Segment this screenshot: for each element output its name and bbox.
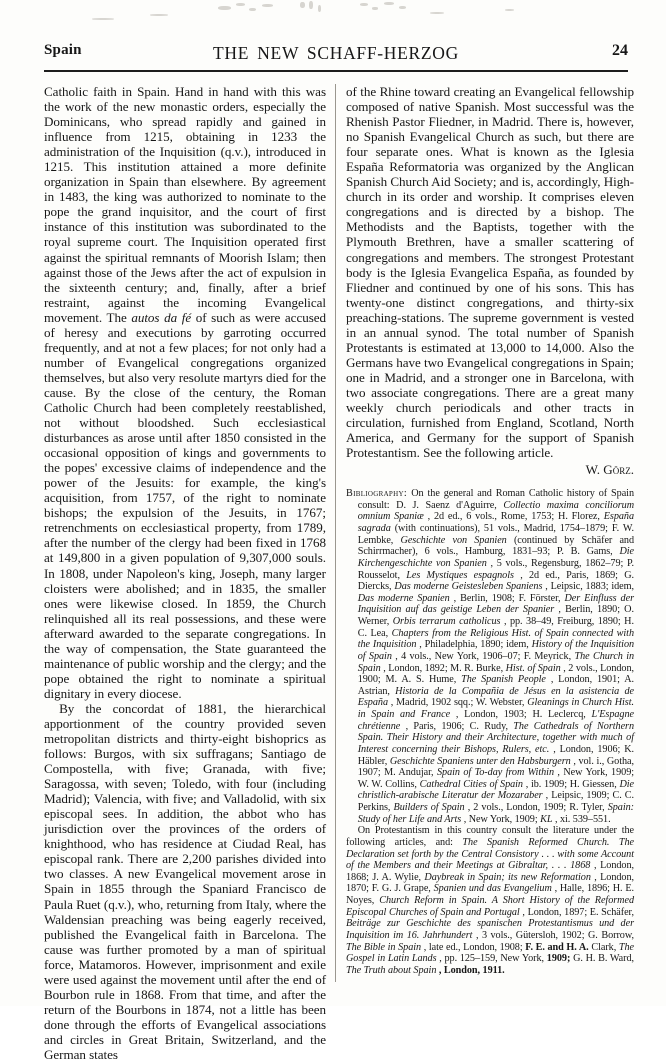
work-title: L'Espagne chrétienne <box>357 709 634 732</box>
right-column <box>346 84 634 1000</box>
work-title: Geschichte Spaniens unter den Habsburgern <box>389 755 571 767</box>
bibliography-label: Bibliography: <box>346 488 412 500</box>
emphasised-text: F. E. and H. A. <box>525 941 589 953</box>
work-title: Spain: Study of her Life and Arts <box>357 802 635 825</box>
work-title: España sagrada <box>357 511 634 535</box>
page-number: 24 <box>612 42 628 59</box>
work-title: Das moderne Geistesleben Spaniens <box>394 581 543 593</box>
work-title: Geschichte von Spanien <box>400 534 507 546</box>
work-title: The Spanish People <box>461 674 546 686</box>
work-title: The Truth about Spain <box>346 964 437 976</box>
work-title: Der Einfluss der Inquisition auf das geistige Leben der Spanier <box>357 592 634 616</box>
work-title: KL <box>540 813 553 825</box>
work-title: The Gospel in Latin Lands <box>346 941 634 965</box>
emphasised-text: 1909; <box>546 953 571 965</box>
work-title: Cathedral Cities of Spain <box>419 778 523 790</box>
work-title: Spanien und das Evangelium <box>433 883 552 895</box>
emphasised-text: , London, 1911. <box>438 964 505 976</box>
paragraph: of the Rhine toward creating an Evangelical fellowship composed of native Spanish. Most successful was the Rhenish Pastor Fliedner, in Madrid. There is, however, no Spanish Evangelical Church as such, but there are four separate ones. What is known as the Iglesia España Reformatoria was organized by the Anglican Spanish Church Aid Society; and is, accordingly, High-church in its order and worship. It comprises eleven congregations and is directed by a bishop. The Methodists and the Baptists, together with the Plymouth Brethren, have a smaller scattering of congregations and members. The strongest Protestant body is the Iglesia Evangelica España, as founded by Fliedner and continued by one of his sons. This has twenty-one distinct congregations, and thirty-six preaching-stations. The supreme government is vested in an annual synod. The total number of Spanish Protestants is estimated at 13,000 to 14,000. Also the Germans have two Evangelical congregations in Spain; one in Madrid, and a stronger one in Barcelona, with two associate congregations. There are a great many weekly church periodicals and other tracts in circulation, furnished from England, Scotland, North America, and Germany for the support of Spanish Protestantism. See the following article. <box>346 84 634 461</box>
work-title: The Bible in Spain <box>346 941 422 953</box>
work-title: Church Reform in Spain. A Short History of the Reformed Episcopal Churches of Spain and Portugal <box>346 895 634 918</box>
work-title: The Cathedrals of Northern Spain. Their History and their Architecture, together with much of Interest concerning their Bishops, Rulers, etc. <box>357 720 635 755</box>
work-title: History of the Inquisition of Spain <box>357 639 635 662</box>
work-title: Daybreak in Spain; its new Reformation <box>424 871 591 883</box>
header-rule <box>44 70 628 72</box>
bibliography-entry: On Protestantism in this country consult the literature under the following articles, and: The Spanish Reformed Church. The Declaration set forth by the Central Consistory . . . with some Account of the Members and their Meetings at Gibraltar, . . . 1868 , London, 1868; J. A. Wylie, Daybreak in Spain; its new Reformation , London, 1870; F. G. J. Grape, Spanien und das Evangelium , Halle, 1896; H. E. Noyes, Church Reform in Spain. A Short History of the Reformed Episcopal Churches of Spain and Portugal , London, 1897; E. Schäfer, Beiträge zur Geschichte des spanischen Protestantismus und der Inquisition im 16. Jahrhundert , 3 vols., Gütersloh, 1902; G. Borrow, The Bible in Spain , late ed., London, 1908; F. E. and H. A. Clark, The Gospel in Latin Lands , pp. 125–159, New York, 1909; G. H. B. Ward, The Truth about Spain , London, 1911. <box>346 825 635 976</box>
work-title: Builders of Spain <box>393 802 465 814</box>
running-head <box>44 42 628 64</box>
work-title: Hist. of Spain <box>505 662 561 674</box>
work-title: The Spanish Reformed Church. The Declaration set forth by the Central Consistory . . . with some Account of the Members and their Meetings at Gibraltar, . . . 1868 <box>346 836 634 872</box>
work-title: Gleanings in Church Hist. in Spain and France <box>357 697 634 721</box>
running-head-title: THE NEW SCHAFF-HERZOG <box>213 43 459 63</box>
work-title: Die Kirchengeschichte von Spanien <box>357 546 634 569</box>
work-title: Historia de la Compañia de Jésus en la asistencia de España <box>357 685 634 709</box>
work-title: Spain of To-day from Within <box>436 767 554 779</box>
column-divider <box>335 84 336 982</box>
running-head-article-name: Spain <box>44 42 82 58</box>
work-title: The Church in Spain <box>357 650 635 674</box>
bibliography <box>346 477 634 976</box>
scan-speckle <box>0 0 666 26</box>
paragraph: Catholic faith in Spain. Hand in hand with this was the work of the new monastic orders, especially the Dominicans, who spread rapidly and gained in influence from 1215, obtaining in 1233 the administration of the Inquisition (q.v.), introduced in 1215. This institution attained a more definite organization in Spain than elsewhere. By agreement in 1483, the king was authorized to nominate to the pope the grand inquisitor, and the court of first instance of this institution was subordinated to the royal supreme court. The Inquisition operated first against the spiritual remnants of Moorish Islam; then against those of the Jews after the act of expulsion in the sixteenth century; and, finally, after a brief restraint, against the incoming Evangelical movement. The autos da fé of such as were accused of heresy and executions by garroting occurred frequently, and at not a few places; for not only had a number of Evangelical congregations organized themselves, but also very resolute martyrs died for the cause. By the close of the century, the Roman Catholic Church had been completely reestablished, not without bloodshed. Such ecclesiastical disturbances as arose until after 1850 consisted in the occasional opposition of kings and governments to the popes' excessive claims of independence and the power of the Jesuits: for example, the king's acquisition, from 1757, of the right to nominate bishops; the expulsion of the Jesuits, in 1767; retrenchments on ecclesiastical property, from 1789, after the number of the clergy had been fixed in 1768 at 149,800 in a given population of 9,307,000 souls. In 1808, under Napoleon's king, Joseph, many larger cloisters were abolished; and in 1835, the smaller ones were likewise closed. In 1859, the Church relinquished all its real possessions, and these were afterward awarded to the separate congregations. In the way of compensation, the State guaranteed the maintenance of public worship and the clergy; and the pope obtained the right to nominate a spiritual dignitary in every diocese. <box>44 84 327 701</box>
bibliography-entry: Bibliography: On the general and Roman Catholic history of Spain consult: D. J. Saenz d'Aguirre, Collectio maxima conciliorum omnium Spaniæ , 2d ed., 6 vols., Rome, 1753; H. Florez, España sagrada (with continuations), 51 vols., Madrid, 1754–1879; F. W. Lembke, Geschichte von Spanien (continued by Schäfer and Schirrmacher), 6 vols., Hamburg, 1831–93; P. B. Gams, Die Kirchengeschichte von Spanien , 5 vols., Regensburg, 1862–79; P. Rousselot, Les Mystiques espagnols , 2d ed., Paris, 1869; G. Diercks, Das moderne Geistesleben Spaniens , Leipsic, 1883; idem, Das moderne Spanien , Berlin, 1908; F. Förster, Der Einfluss der Inquisition auf das geistige Leben der Spanier , Berlin, 1890; O. Werner, Orbis terrarum catholicus , pp. 38–49, Freiburg, 1890; H. C. Lea, Chapters from the Religious Hist. of Spain connected with the Inquisition , Philadelphia, 1890; idem, History of the Inquisition of Spain , 4 vols., New York, 1906–07; F. Meyrick, The Church in Spain , London, 1892; M. R. Burke, Hist. of Spain , 2 vols., London, 1900; M. A. S. Hume, The Spanish People , London, 1901; A. Astrian, Historia de la Compañia de Jésus en la asistencia de España , Madrid, 1902 sqq.; W. Webster, Gleanings in Church Hist. in Spain and France , London, 1903; H. Leclercq, L'Espagne chrétienne , Paris, 1906; C. Rudy, The Cathedrals of Northern Spain. Their History and their Architecture, together with much of Interest concerning their Bishops, Rulers, etc. , London, 1906; K. Häbler, Geschichte Spaniens unter den Habsburgern , vol. i., Gotha, 1907; M. Andujar, Spain of To-day from Within , New York, 1909; W. W. Collins, Cathedral Cities of Spain , ib. 1909; H. Giessen, Die christlich-arabische Literatur der Mozaraber , Leipsic, 1909; C. C. Perkins, Builders of Spain , 2 vols., London, 1909; R. Tyler, Spain: Study of her Life and Arts , New York, 1909; KL , xi. 539–551. <box>346 488 635 825</box>
work-title: Orbis terrarum catholicus <box>392 616 501 628</box>
work-title: Collectio maxima conciliorum omnium Spaniæ <box>357 499 634 523</box>
work-title: Beiträge zur Geschichte des spanischen Protestantismus und der Inquisition im 16. Jahrhundert <box>346 918 634 941</box>
author-signature: W. Görz. <box>585 462 634 478</box>
work-title: Les Mystiques espagnols <box>406 569 514 581</box>
work-title: Das moderne Spanien <box>357 592 450 604</box>
paragraph: By the concordat of 1881, the hierarchical apportionment of the country provided seven metropolitan districts and thirty-eight bishoprics as follows: Burgos, with six suffragans; Santiago de Compostella, with five; Granada, with five; Saragossa, with seven; Toledo, with four (including Madrid); Valencia, with five; and Valladolid, with six episcopal sees. In addition, the abbot who has jurisdiction over the provinces of the orders of knighthood, who has residence at Ciudad Real, has episcopal rank. There are 2,200 parishes divided into two classes. A new Evangelical movement arose in Spain in 1855 through the Spaniard Francisco de Paula Ruet (q.v.), who, returning from Italy, where the Waldensian preaching was being eagerly received, published the Evangelical faith in Barcelona. The cause was further promoted by a man of spiritual force, Matamoros. However, imprisonment and exile were used against the movement until after the end of Bourbon rule in 1868. From that time, and after the return of the Bourbons in 1874, not a little has been done through the efforts of Evangelical associations and circles in Great Britain, Switzerland, and the German states <box>44 700 326 1062</box>
work-title: Die christlich-arabische Literatur der Mozaraber <box>357 778 635 802</box>
left-column <box>44 84 327 1062</box>
body-columns <box>44 84 635 1062</box>
work-title: Chapters from the Religious Hist. of Spain connected with the Inquisition <box>357 627 635 651</box>
